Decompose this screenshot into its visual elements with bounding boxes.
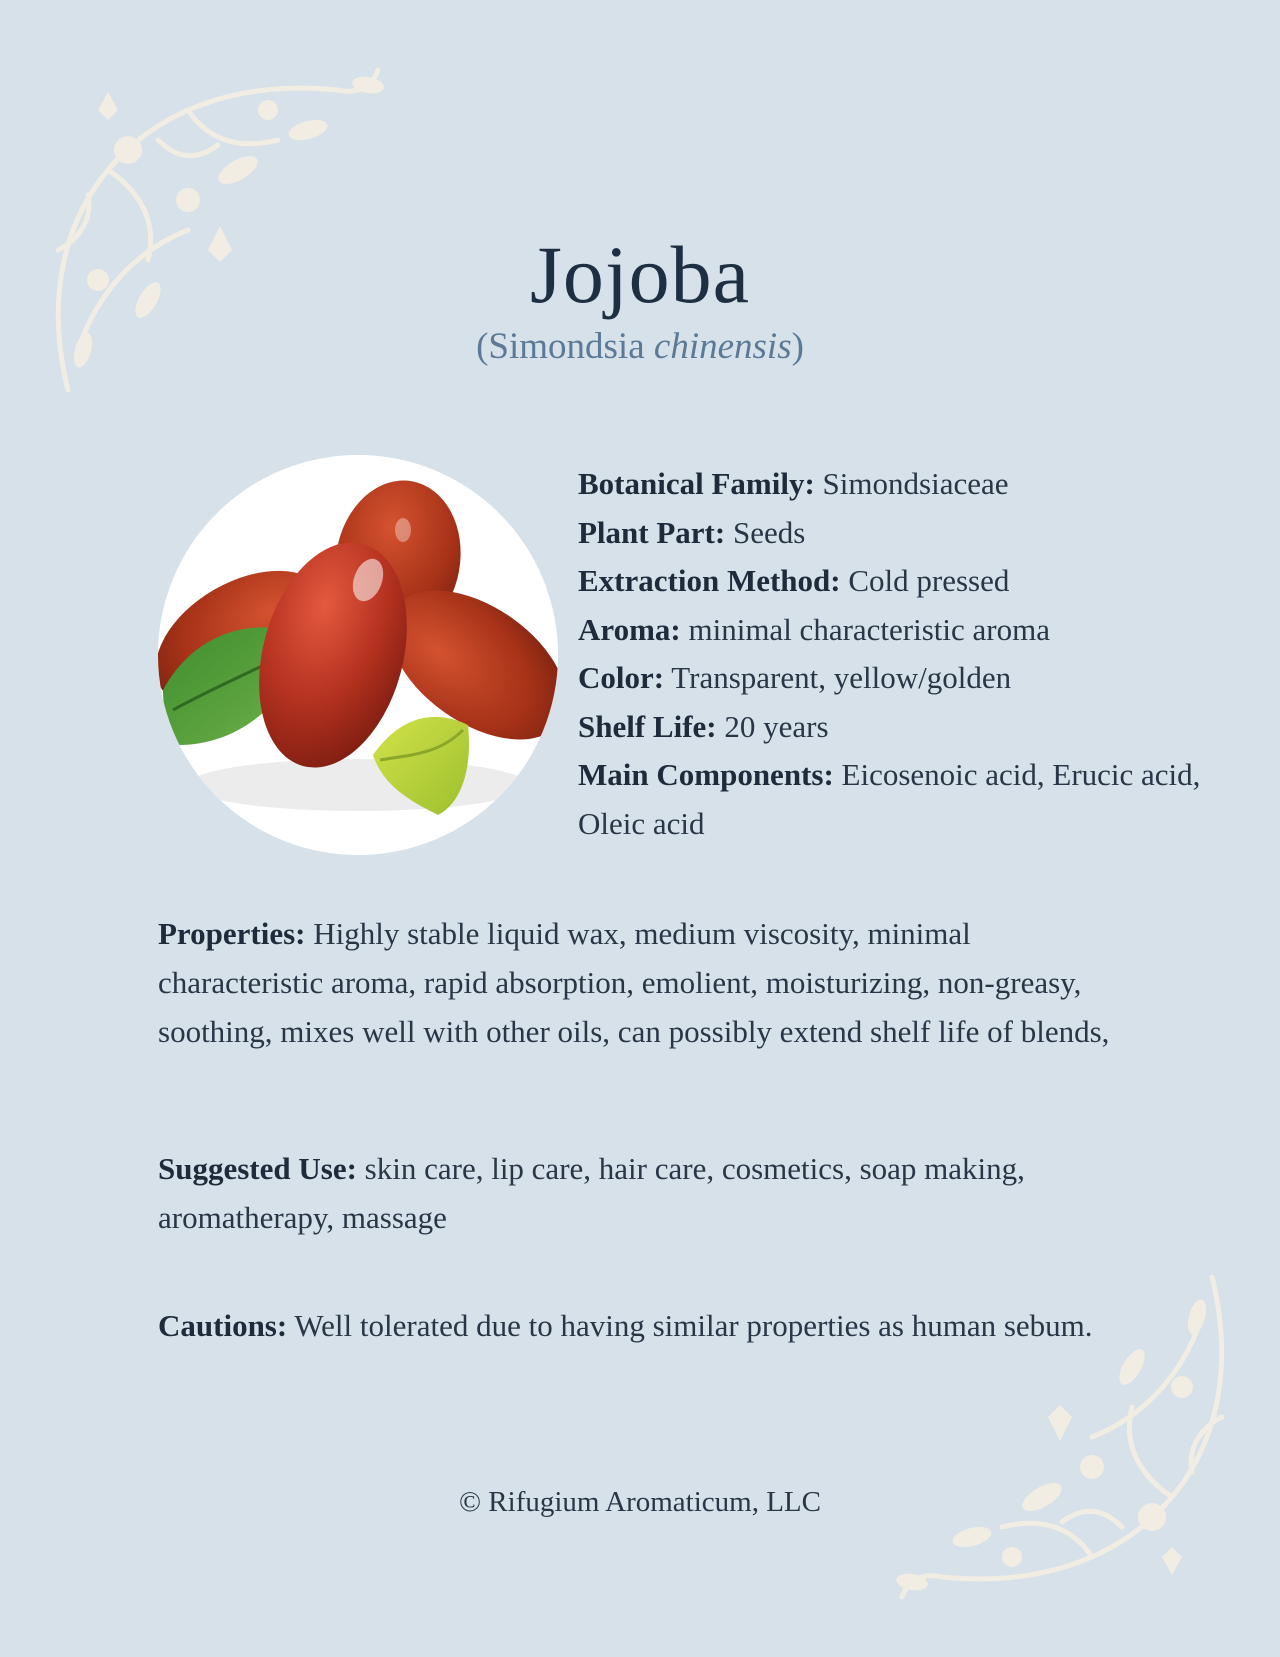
fact-label: Shelf Life: (578, 708, 717, 744)
page-title: Jojoba (529, 229, 751, 320)
fact-aroma (578, 606, 1218, 655)
suggested-use-text: skin care, lip care, hair care, cosmetics, soap making, aromatherapy, massage (158, 1151, 1025, 1235)
suggested-use-label: Suggested Use: (158, 1151, 357, 1186)
latin-species: chinensis (653, 326, 792, 367)
cautions-label: Cautions: (158, 1308, 288, 1343)
suggested-use-section (158, 1144, 1128, 1242)
jojoba-seeds-photo (158, 455, 558, 855)
cautions-section (158, 1301, 1128, 1350)
fact-plant-part (578, 509, 1218, 558)
fact-label: Plant Part: (578, 514, 726, 550)
properties-text: Highly stable liquid wax, medium viscosity, minimal characteristic aroma, rapid absorption, emolient, moisturizing, non-greasy, soothing, mixes well with other oils, can possibly extend shelf life of blends, (158, 916, 1110, 1049)
fact-label: Main Components: (578, 757, 834, 792)
copyright-footer: © Rifugium Aromaticum, LLC (459, 1486, 821, 1518)
properties-section (158, 909, 1128, 1056)
properties-label: Properties: (158, 916, 306, 951)
fact-value: Seeds (725, 514, 806, 550)
fact-value: minimal characteristic aroma (680, 611, 1050, 647)
fact-value: Cold pressed (840, 563, 1010, 598)
fact-label: Extraction Method: (578, 563, 841, 598)
fact-main-components (578, 751, 1218, 848)
fact-label: Color: (578, 660, 665, 695)
fact-botanical-family (578, 460, 1218, 509)
fact-value: Eicosenoic acid, Erucic acid, Oleic acid (578, 757, 1201, 841)
latin-name (0, 325, 1280, 368)
fact-value: Transparent, yellow/golden (664, 660, 1012, 695)
fact-shelf-life (578, 703, 1218, 752)
fact-value: 20 years (716, 708, 829, 744)
botanical-facts (578, 460, 1218, 848)
jojoba-seeds-icon (158, 455, 558, 855)
fact-label: Aroma: (578, 611, 681, 647)
fact-value: Simondsiaceae (814, 466, 1009, 501)
latin-close: ) (791, 326, 804, 367)
latin-open: (Simondsia (476, 326, 654, 367)
fact-label: Botanical Family: (578, 466, 815, 501)
cautions-text: Well tolerated due to having similar properties as human sebum. (287, 1308, 1093, 1343)
fact-color (578, 654, 1218, 703)
fact-extraction-method (578, 557, 1218, 606)
